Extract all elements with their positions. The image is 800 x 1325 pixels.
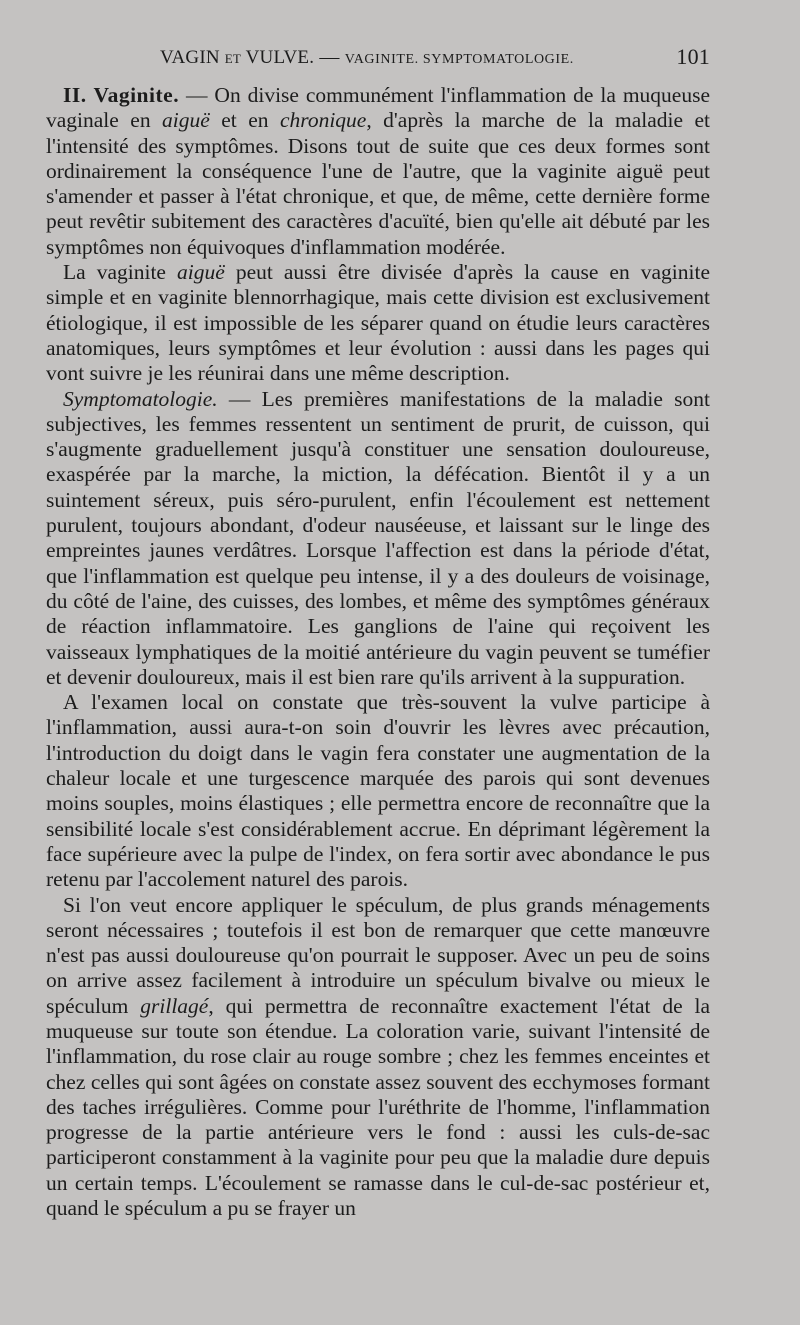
subsection-title-symptomatologie: Symptomatologie. [63, 386, 218, 411]
paragraph-1-text-c: et en [209, 108, 280, 133]
term-aigue: aiguë [162, 108, 210, 133]
page-header [46, 44, 710, 74]
body-text [46, 83, 710, 1221]
paragraph-5 [46, 893, 710, 1222]
running-title-dash: — [314, 46, 345, 68]
paragraph-1-text-e: , d'après la marche de la maladie et l'intensité des symptômes. Disons tout de suite que ces deux formes sont ordinairement la conséquence l'une de l'autre, que la vaginite aiguë peut s'amender et passer à l'état chronique, et que, de même, cette dernière forme peut revêtir subitement des caractères d'acuïté, bien qu'elle ait débuté par les symptômes non équivoques d'inflammation modérée. [46, 108, 710, 259]
term-aigue-2: aiguë [177, 260, 225, 285]
paragraph-5-text-a: Si l'on veut encore appliquer le spéculum, de plus grands ménagements seront nécessaires ; toutefois il est bon de remarquer que cette manœuvre n'est pas aussi douloureuse qu'on pourrait le supposer. Avec un peu de soins on arrive assez facilement à introduire un spéculum bivalve ou mieux le spéculum [46, 892, 710, 1018]
paragraph-4: A l'examen local on constate que très-souvent la vulve participe à l'inflammation, aussi aura-t-on soin d'ouvrir les lèvres avec précaution, l'introduction du doigt dans le vagin fera constater une augmentation de la chaleur locale et une turgescence marquée des parois qui sont devenues moins souples, moins élastiques ; elle permettra encore de reconnaître que la sensibilité locale s'est considérablement accrue. En déprimant légèrement la face supérieure avec la pulpe de l'index, on fera sortir avec abondance le pus retenu par l'accolement naturel des parois. [46, 690, 710, 892]
section-title: Vaginite. [93, 83, 180, 107]
section-number: II. [63, 83, 87, 107]
paragraph-3 [46, 387, 710, 691]
running-title-main: VAGIN et VULVE. [160, 47, 315, 68]
paragraph-5-text-c: , qui permettra de reconnaître exactement l'état de la muqueuse sur toute son étendue. La coloration varie, suivant l'intensité de l'inflammation, du rose clair au rouge sombre ; chez les femmes enceintes et chez celles qui sont âgées on constate assez souvent des ecchymoses formant des taches irrégulières. Comme pour l'uréthrite de l'homme, l'inflammation progresse de la partie antérieure vers le fond : aussi les culs-de-sac participeront constamment à la vaginite pour peu que la maladie dure depuis un certain temps. L'écoulement se ramasse dans le cul-de-sac postérieur et, quand le spéculum a pu se frayer un [46, 993, 710, 1221]
paragraph-3-text: — Les premières manifestations de la maladie sont subjectives, les femmes ressentent un sentiment de prurit, de cuisson, qui s'augmente graduellement jusqu'à constituer une sensation douloureuse, exaspérée par la marche, la miction, la défécation. Bientôt il y a un suintement séreux, puis séro-purulent, enfin l'écoulement est nettement purulent, toujours abondant, d'odeur nauséeuse, et laissant sur le linge des empreintes jaunes verdâtres. Lorsque l'affection est dans la période d'état, que l'inflammation est quelque peu intense, il y a des douleurs de voisinage, du côté de l'aine, des cuisses, des lombes, et même des symptômes généraux de réaction inflammatoire. Les ganglions de l'aine qui reçoivent les vaisseaux lymphatiques de la moitié antérieure du vagin peuvent se tuméfier et devenir douloureux, mais il est bien rare qu'ils arrivent à la suppuration. [46, 386, 710, 689]
term-chronique: chronique [279, 108, 367, 133]
page-number: 101 [676, 44, 710, 69]
term-grillage: grillagé [140, 993, 209, 1018]
paragraph-1-text-a: — On divise communément l'inflammation de la muqueuse vaginale en [46, 83, 710, 133]
running-title-sub: VAGINITE. SYMPTOMATOLOGIE. [344, 52, 574, 67]
paragraph-2-text-a: La vaginite [63, 260, 177, 285]
paragraph-2 [46, 260, 710, 386]
paragraph-1 [46, 83, 710, 260]
paragraph-2-text-c: peut aussi être divisée d'après la cause en vaginite simple et en vaginite blennorrhagique, mais cette division est exclusivement étiologique, il est impossible de les séparer quand on étudie leurs caractères anatomiques, leurs symptômes et leur évolution : aussi dans les pages qui vont suivre je les réunirai dans une même description. [46, 260, 710, 386]
running-title [160, 46, 574, 69]
